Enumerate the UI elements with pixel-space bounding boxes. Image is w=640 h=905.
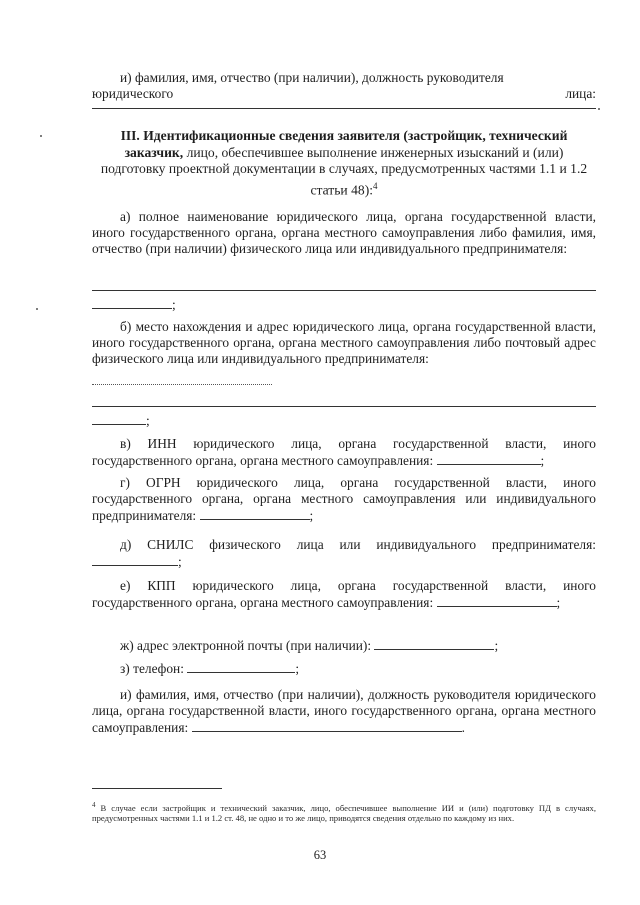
item-a	[92, 209, 596, 257]
top-item-line1	[92, 70, 596, 86]
item-v	[92, 436, 596, 469]
section-heading-rest: лицо, обеспечившее выполнение инженерных изысканий и (или) подготовку проектной документации в случаях, предусмотренных частями 1.1 и 1.2 статьи 48):	[100, 144, 588, 198]
scan-speck	[36, 308, 38, 310]
item-e-field	[437, 594, 557, 607]
item-zh-field	[374, 637, 494, 650]
item-g-text: г) ОГРН юридического лица, органа государственной власти, иного государственного органа, органа местного самоуправления или индивидуального предпринимателя:	[92, 475, 596, 523]
item-g-semicolon: ;	[309, 508, 314, 523]
item-g	[92, 475, 596, 524]
item-v-text: в) ИНН юридического лица, органа государственной власти, иного государственного органа, органа местного самоуправления:	[92, 436, 596, 468]
item-i	[92, 687, 596, 736]
item-v-field	[437, 452, 541, 465]
item-z	[92, 660, 596, 677]
section-heading-bold: III. Идентификационные сведения заявителя (застройщик, технический заказчик,	[120, 128, 568, 160]
footnote-text: В случае если застройщик и технический заказчик, лицо, обеспечившее выполнение ИИ и (или) подготовку ПД в случаях, предусмотренных частями 1.1 и 1.2 ст. 48, не одно и то же лицо, приводятся сведения отдельно по каждому из них.	[92, 802, 596, 824]
top-item-fill-line	[92, 108, 596, 109]
top-item-left: юридического	[92, 86, 174, 101]
item-i-text: и) фамилия, имя, отчество (при наличии), должность руководителя юридического лица, органа государственной власти, иного государственного органа, органа местного самоуправления:	[92, 687, 596, 735]
item-b	[92, 319, 596, 367]
item-a-field	[92, 296, 172, 309]
item-d	[92, 537, 596, 570]
item-a-fill-line	[92, 290, 596, 291]
item-b-fill-line	[92, 406, 596, 407]
item-b-dots	[92, 372, 596, 389]
item-i-field	[192, 719, 462, 732]
item-b-semicolon: ;	[146, 413, 150, 428]
section-heading	[92, 128, 596, 199]
scan-speck	[598, 108, 600, 110]
item-d-field	[92, 553, 178, 566]
item-z-field	[187, 660, 295, 673]
item-e-text: е) КПП юридического лица, органа государственной власти, иного государственного органа, органа местного самоуправления:	[92, 578, 596, 610]
footnote-rule	[92, 788, 222, 789]
item-z-text: з) телефон:	[120, 661, 184, 676]
page-number: 63	[313, 848, 327, 862]
item-b-end	[92, 412, 596, 429]
item-b-dotted-field	[92, 372, 272, 385]
footnote	[92, 800, 596, 824]
item-v-semicolon: ;	[540, 453, 545, 468]
item-e	[92, 578, 596, 611]
scan-speck	[40, 135, 42, 137]
item-d-text: д) СНИЛС физического лица или индивидуального предпринимателя:	[120, 537, 596, 552]
item-g-field	[200, 507, 310, 520]
item-b-field	[92, 412, 146, 425]
item-z-semicolon: ;	[295, 661, 300, 676]
item-zh	[92, 637, 596, 654]
item-e-semicolon: ;	[556, 595, 561, 610]
item-zh-semicolon: ;	[494, 638, 499, 653]
item-zh-text: ж) адрес электронной почты (при наличии):	[120, 638, 372, 653]
item-d-semicolon: ;	[178, 554, 182, 569]
item-a-semicolon: ;	[172, 297, 176, 312]
item-b-text: б) место нахождения и адрес юридического лица, органа государственной власти, иного государственного органа, органа местного самоуправления либо почтовый адрес физического лица или индивидуального предпринимателя:	[92, 319, 596, 366]
item-a-text: а) полное наименование юридического лица, органа государственной власти, иного государственного органа, органа местного самоуправления либо фамилия, имя, отчество (при наличии) физического лица или индивидуального предпринимателя:	[92, 209, 596, 256]
item-i-period: .	[461, 720, 465, 735]
top-item-text: и) фамилия, имя, отчество (при наличии), должность руководителя	[120, 70, 504, 85]
item-a-end	[92, 296, 596, 313]
footnote-ref: 4	[373, 180, 378, 191]
top-item-line2	[92, 86, 596, 102]
top-item-right: лица:	[565, 86, 596, 101]
footnote-mark: 4	[92, 801, 96, 809]
